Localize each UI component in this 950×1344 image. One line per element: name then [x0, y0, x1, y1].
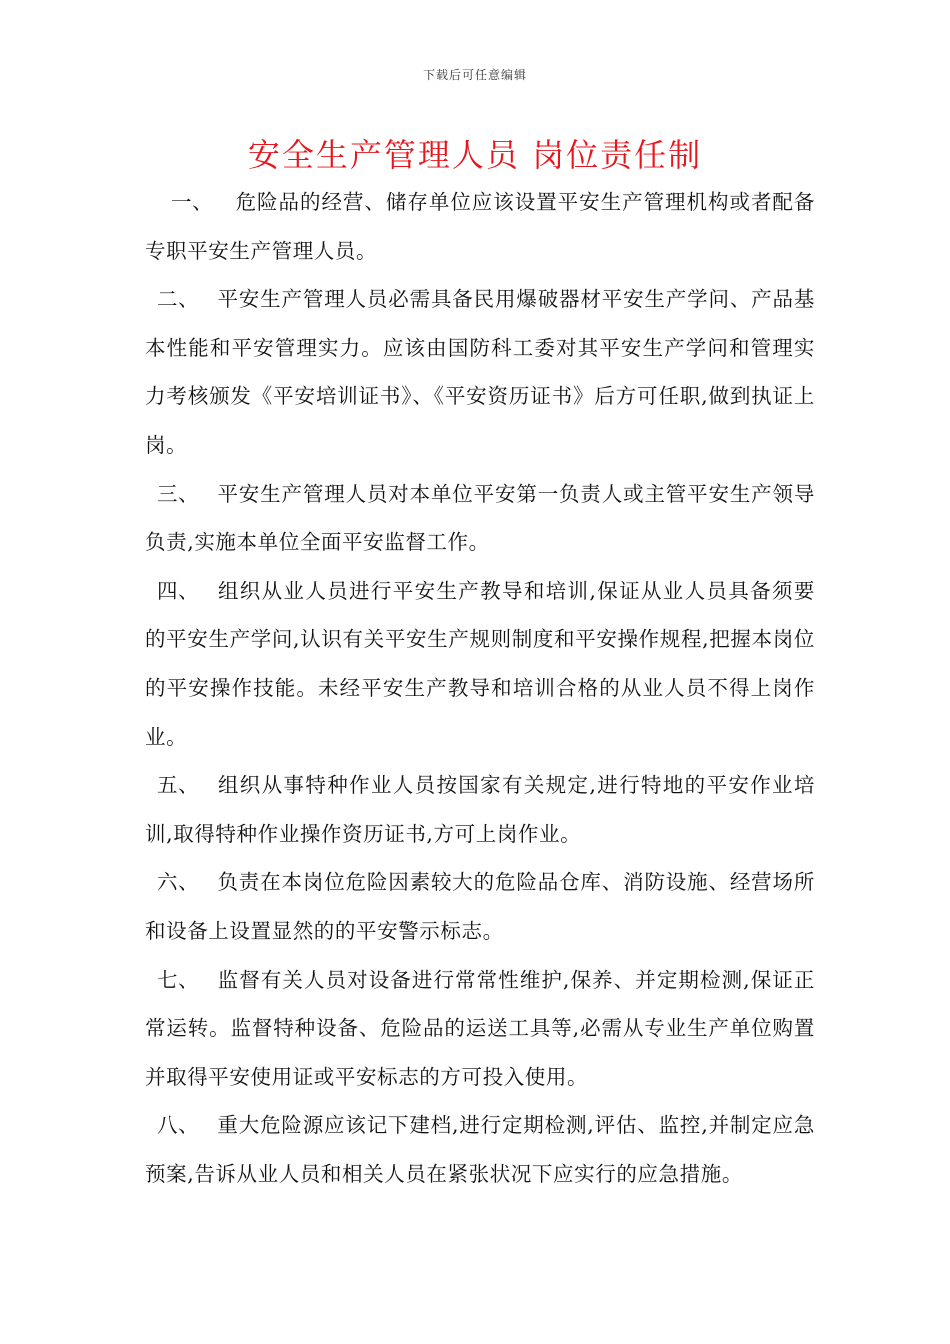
- paragraph-text: 组织从事特种作业人员按国家有关规定,进行特地的平安作业培训,取得特种作业操作资历证书,方可上岗作业。: [145, 773, 815, 846]
- paragraph-number: 六、: [157, 870, 200, 895]
- paragraph-6: [145, 858, 815, 955]
- paragraph-7: [145, 956, 815, 1102]
- paragraph-5: [145, 761, 815, 858]
- paragraph-text: 监督有关人员对设备进行常常性维护,保养、并定期检测,保证正常运转。监督特种设备、危险品的运送工具等,必需从专业生产单位购置并取得平安使用证或平安标志的方可投入使用。: [145, 967, 815, 1089]
- paragraph-number: 八、: [157, 1113, 200, 1138]
- paragraph-text: 重大危险源应该记下建档,进行定期检测,评估、监控,并制定应急预案,告诉从业人员和相关人员在紧张状况下应实行的应急措施。: [145, 1113, 815, 1186]
- paragraph-number: 二、: [157, 287, 200, 312]
- paragraph-number: 七、: [157, 967, 200, 992]
- paragraph-text: 危险品的经营、储存单位应该设置平安生产管理机构或者配备专职平安生产管理人员。: [145, 190, 815, 263]
- paragraph-number: 三、: [157, 481, 200, 506]
- paragraph-number: 四、: [157, 578, 200, 603]
- header-note: 下载后可任意编辑: [422, 68, 527, 82]
- paragraph-text: 平安生产管理人员对本单位平安第一负责人或主管平安生产领导负责,实施本单位全面平安监督工作。: [145, 481, 815, 555]
- paragraph-text: 负责在本岗位危险因素较大的危险品仓库、消防设施、经营场所和设备上设置显然的的平安警示标志。: [145, 870, 815, 943]
- paragraph-text: 组织从业人员进行平安生产教导和培训,保证从业人员具备须要的平安生产学问,认识有关平安生产规则制度和平安操作规程,把握本岗位的平安操作技能。未经平安生产教导和培训合格的从业人员不得上岗作业。: [145, 578, 815, 749]
- paragraph-number: 五、: [157, 773, 200, 798]
- document-body: [145, 178, 815, 1198]
- paragraph-3: [145, 470, 815, 567]
- paragraph-number: 一、: [171, 190, 214, 214]
- document-title: 安全生产管理人员 岗位责任制: [247, 136, 703, 174]
- paragraph-4: [145, 567, 815, 761]
- paragraph-8: [145, 1101, 815, 1198]
- paragraph-text: 平安生产管理人员必需具备民用爆破器材平安生产学问、产品基本性能和平安管理实力。应该由国防科工委对其平安生产学问和管理实力考核颁发《平安培训证书》、《平安资历证书》后方可任职,做到执证上岗。: [145, 287, 815, 457]
- paragraph-1: [145, 178, 815, 275]
- paragraph-2: [145, 275, 815, 469]
